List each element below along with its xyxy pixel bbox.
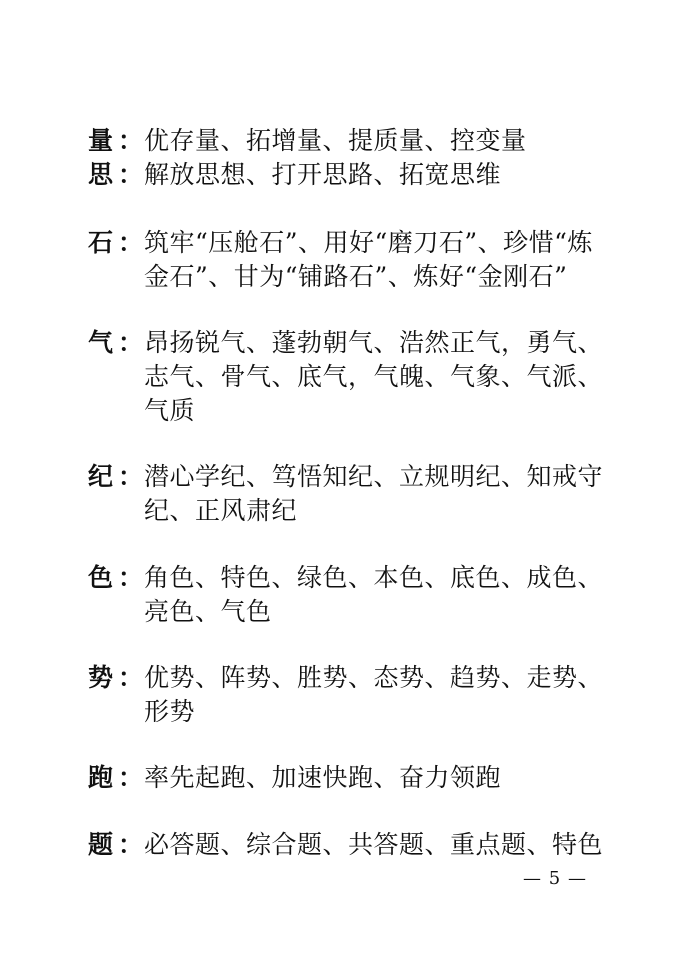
page-number: — 5 — — [523, 868, 587, 889]
entry-line: 优存量、拓增量、提质量、控变量 — [144, 126, 527, 155]
entry-colon: ： — [118, 228, 144, 257]
entry-line: 优势、阵势、胜势、态势、趋势、走势、 — [144, 663, 604, 692]
entry-line: 解放思想、打开思路、拓宽思维 — [144, 160, 502, 189]
entry-text — [144, 158, 618, 192]
entry-colon: ： — [118, 763, 144, 792]
entry-line: 形势 — [144, 697, 196, 726]
entry-line: 志气、骨气、底气，气魄、气象、气派、 — [144, 362, 604, 391]
entry-text — [144, 661, 618, 729]
entry-term: 题 — [88, 830, 114, 859]
entry-colon: ： — [118, 563, 144, 592]
entry-term: 石 — [88, 228, 114, 257]
entry-text — [144, 124, 618, 158]
entry-text — [144, 761, 618, 795]
entry-term: 气 — [88, 328, 114, 357]
entry-line: 率先起跑、加速快跑、奋力领跑 — [144, 763, 502, 792]
entry-line: 昂扬锐气、蓬勃朝气、浩然正气，勇气、 — [144, 328, 604, 357]
entry-term: 量 — [88, 126, 114, 155]
entry-line: 亮色、气色 — [144, 597, 272, 626]
entry-colon: ： — [118, 462, 144, 491]
entry-term: 纪 — [88, 462, 114, 491]
entry-line: 筑牢“压舱石”、用好“磨刀石”、珍惜“炼 — [144, 228, 593, 257]
entry-colon: ： — [118, 663, 144, 692]
entry-text — [144, 226, 618, 294]
entry-text — [144, 828, 618, 862]
entry-text — [144, 460, 618, 528]
entry-colon: ： — [118, 126, 144, 155]
entry-term: 思 — [88, 160, 114, 189]
entry-line: 角色、特色、绿色、本色、底色、成色、 — [144, 563, 604, 592]
entry-colon: ： — [118, 328, 144, 357]
entry-colon: ： — [118, 160, 144, 189]
entry-colon: ： — [118, 830, 144, 859]
entry-line: 潜心学纪、笃悟知纪、立规明纪、知戒守 — [144, 462, 604, 491]
entry-line: 纪、正风肃纪 — [144, 496, 298, 525]
entry-text — [144, 326, 618, 428]
entry-term: 色 — [88, 563, 114, 592]
entry-term: 跑 — [88, 763, 114, 792]
entry-line: 金石”、甘为“铺路石”、炼好“金刚石” — [144, 262, 568, 291]
entry-term: 势 — [88, 663, 114, 692]
entry-line: 必答题、综合题、共答题、重点题、特色 — [144, 830, 604, 859]
entry-text — [144, 561, 618, 629]
entry-line: 气质 — [144, 396, 196, 425]
